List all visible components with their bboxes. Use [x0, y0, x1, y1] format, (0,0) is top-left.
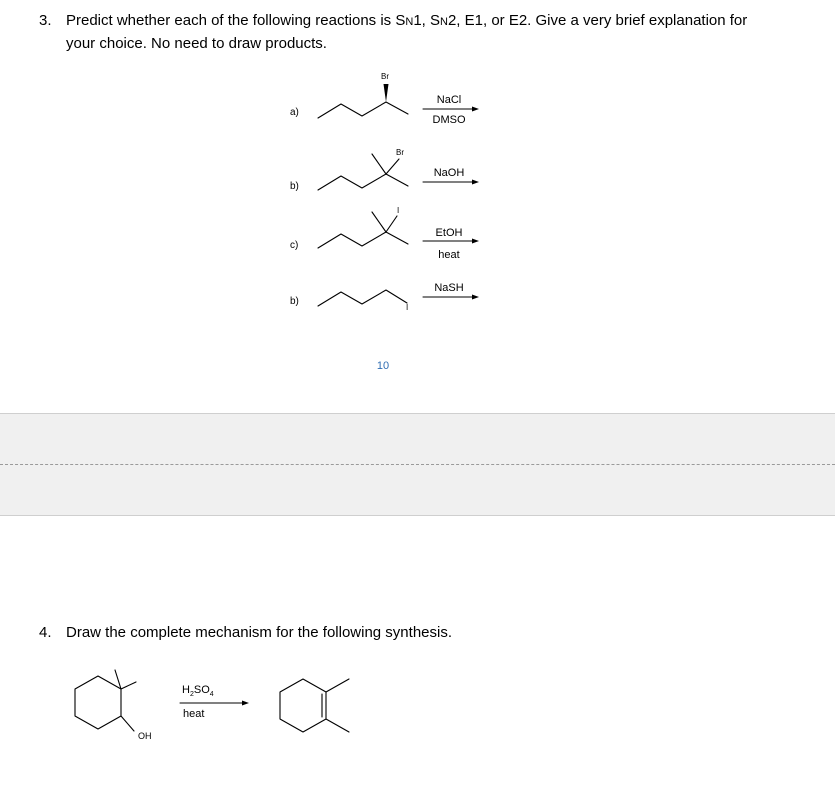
reaction-c-reagent-top: EtOH — [435, 227, 463, 239]
cyclohexanol-ring — [75, 676, 121, 729]
sn2-subscript: N — [440, 16, 448, 28]
page-break-dashed-line — [0, 464, 835, 465]
reagent-h: H — [182, 684, 190, 696]
question-4-text: Draw the complete mechanism for the following synthesis. — [66, 624, 453, 641]
reaction-a-reagent-top: NaCl — [436, 94, 462, 106]
molecule-d — [318, 290, 407, 306]
q3-text-after: 2, E1, or E2. Give a very brief explanation for — [447, 12, 748, 29]
question-3-number: 3. — [39, 12, 52, 29]
reaction-b-label: b) — [290, 181, 299, 192]
reaction-c-reagent-bottom: heat — [438, 249, 460, 261]
reagent-sub-2: 2 — [189, 691, 194, 699]
reaction-d-i: I — [406, 303, 409, 312]
molecule-c — [318, 232, 408, 248]
molecule-a — [318, 102, 408, 118]
page-break-band-top — [0, 413, 835, 466]
reaction-c-label: c) — [290, 240, 299, 251]
reaction-a-br: Br — [381, 72, 389, 81]
reaction-d-label: b) — [290, 296, 299, 307]
q3-text-before: Predict whether each of the following reactions is S — [66, 12, 406, 29]
question-4-number: 4. — [39, 624, 52, 641]
q3-line-2: your choice. No need to draw products. — [66, 35, 327, 52]
reaction-b-reagent-top: NaOH — [433, 167, 465, 179]
reaction-a-reagent-bottom: DMSO — [432, 114, 466, 126]
wedge-bond-a — [384, 84, 389, 102]
molecule-b — [318, 174, 408, 190]
q4-reagent-bottom: heat — [183, 708, 205, 720]
reagent-sub-4: 4 — [209, 691, 214, 699]
q4-reagent-top — [182, 684, 214, 701]
reaction-c-i: I — [397, 206, 400, 215]
cyclohexene-ring — [280, 679, 326, 732]
reaction-d-reagent-top: NaSH — [434, 282, 464, 294]
sn1-subscript: N — [405, 16, 414, 28]
reaction-a-label: a) — [290, 107, 299, 118]
page-break-band-bottom — [0, 466, 835, 516]
q4-oh-label: OH — [138, 731, 152, 741]
page-number: 10 — [376, 360, 390, 372]
q3-sn1-tail: 1, S — [413, 12, 440, 29]
reaction-b-br: Br — [396, 148, 404, 157]
reagent-so: SO — [193, 684, 210, 696]
